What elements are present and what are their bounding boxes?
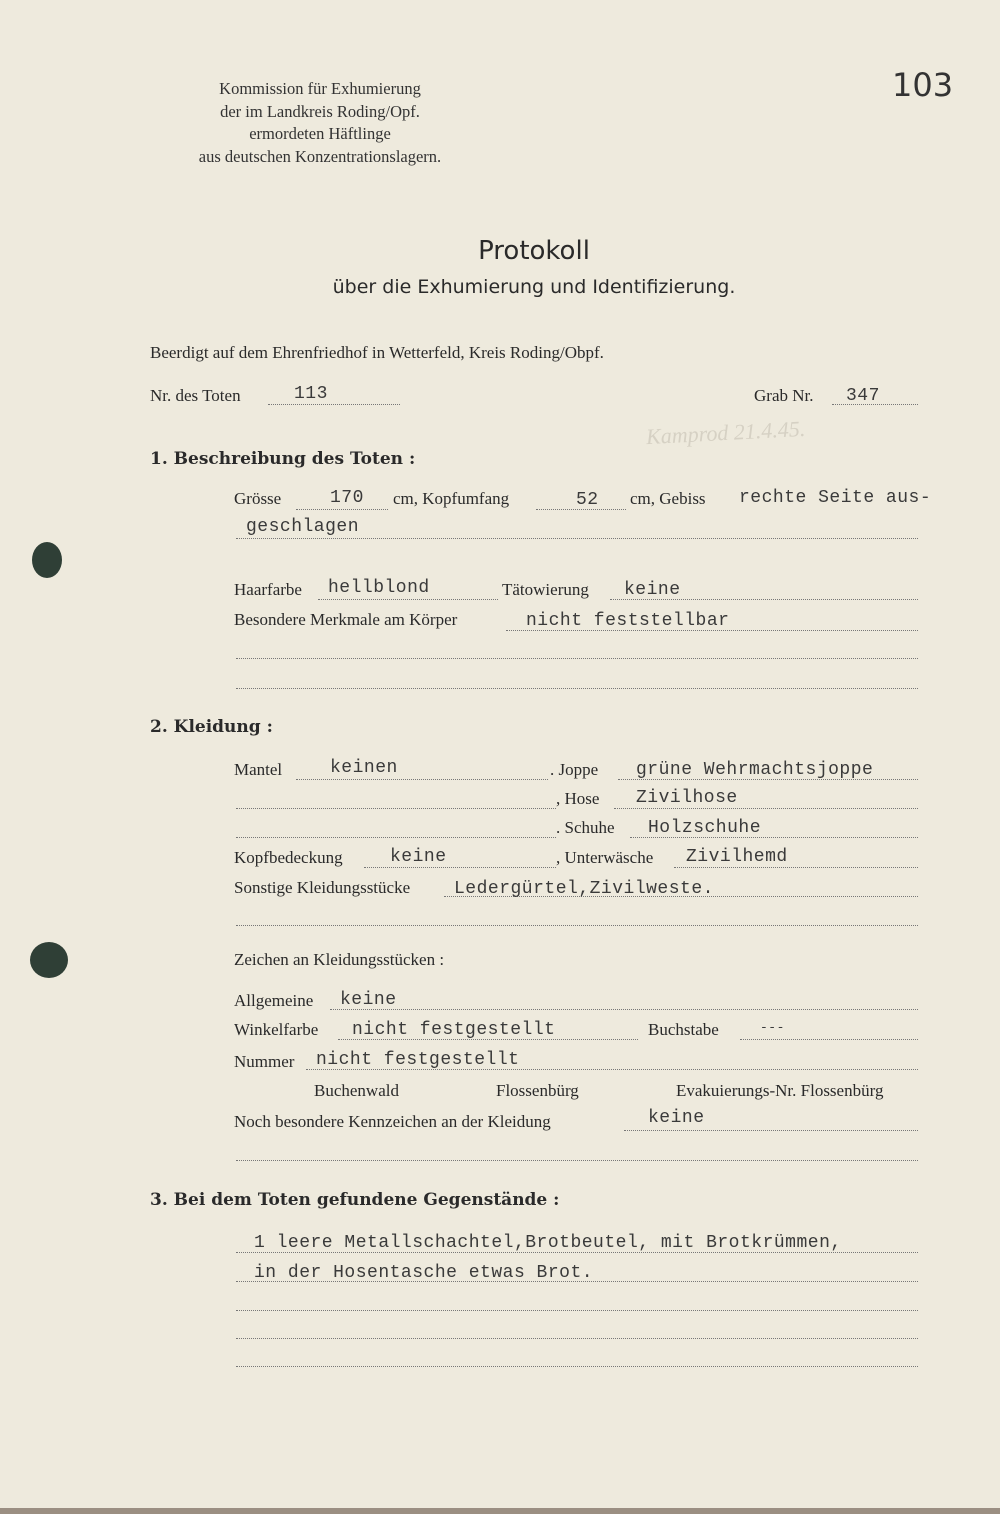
tattoo-label: Tätowierung [502, 580, 589, 599]
faint-pencil-note: Kamprod 21.4.45. [645, 415, 806, 450]
height-value: 170 [330, 488, 364, 508]
section-1-heading: 1. Beschreibung des Toten : [150, 449, 416, 469]
coat-label: Mantel [234, 760, 283, 779]
burial-place: Beerdigt auf dem Ehrenfriedhof in Wetterfeld, Kreis Roding/Obpf. [150, 343, 604, 362]
marks-value: nicht feststellbar [526, 611, 730, 631]
headwear-label: Kopfbedeckung [234, 848, 343, 867]
document-subtitle: über die Exhumierung und Identifizierung. [332, 276, 736, 298]
other-clothing-label: Sonstige Kleidungsstücke [234, 878, 411, 897]
special-marks-line [624, 1130, 918, 1131]
teeth-label: cm, Gebiss [630, 489, 706, 508]
items-value-1: 1 leere Metallschachtel,Brotbeutel, mit Brotkrümmen, [254, 1233, 842, 1253]
number-value: nicht festgestellt [316, 1050, 520, 1070]
special-marks-label: Noch besondere Kennzeichen an der Kleidung [234, 1112, 551, 1131]
hair-value: hellblond [328, 578, 430, 598]
shoes-blank-line [236, 837, 556, 838]
underwear-line [674, 867, 918, 868]
punch-hole-top [32, 542, 62, 578]
grave-label: Grab Nr. [754, 386, 814, 405]
items-line-4 [236, 1338, 918, 1339]
letter-value: --- [760, 1020, 785, 1035]
height-line [296, 509, 388, 510]
height-label: Grösse [234, 489, 282, 508]
head-value: 52 [576, 490, 599, 510]
dead-number-label: Nr. des Toten [150, 386, 241, 405]
winkel-label: Winkelfarbe [234, 1020, 319, 1039]
org-header [150, 78, 490, 168]
jacket-label: . Joppe [550, 760, 599, 779]
teeth-line [236, 538, 918, 539]
section-3-heading: 3. Bei dem Toten gefundene Gegenstände : [150, 1190, 560, 1210]
blank-line-1 [236, 658, 918, 659]
org-line-3: ermordeten Häftlinge [249, 124, 391, 143]
winkel-value: nicht festgestellt [352, 1020, 556, 1040]
teeth-value-1: rechte Seite aus- [739, 488, 932, 508]
other-clothing-value: Ledergürtel,Zivilweste. [454, 879, 714, 899]
trousers-value: Zivilhose [636, 788, 738, 808]
dead-number-value: 113 [294, 384, 328, 404]
general-label: Allgemeine [234, 991, 314, 1010]
trousers-blank-line [236, 808, 556, 809]
hair-label: Haarfarbe [234, 580, 302, 599]
blank-line-3 [236, 925, 918, 926]
org-line-1: Kommission für Exhumierung [219, 79, 421, 98]
shoes-label: . Schuhe [556, 818, 615, 837]
tattoo-value: keine [624, 580, 681, 600]
org-line-2: der im Landkreis Roding/Opf. [220, 101, 420, 121]
headwear-value: keine [390, 847, 447, 867]
org-line-4: aus deutschen Konzentrationslagern. [198, 146, 442, 166]
headwear-line [364, 867, 556, 868]
letter-line [740, 1039, 918, 1040]
clothing-marks-heading: Zeichen an Kleidungsstücken : [234, 950, 445, 969]
coat-value: keinen [330, 758, 398, 778]
document-title: Protokoll [478, 236, 590, 266]
trousers-label: , Hose [556, 789, 600, 808]
camp-flossenbuerg: Flossenbürg [496, 1081, 579, 1100]
dead-number-line [268, 404, 400, 405]
shoes-value: Holzschuhe [648, 818, 762, 838]
coat-line [296, 779, 548, 780]
general-line [330, 1009, 918, 1010]
marks-label: Besondere Merkmale am Körper [234, 610, 458, 629]
page-bottom-edge [0, 1508, 1000, 1514]
number-label: Nummer [234, 1052, 295, 1071]
trousers-line [614, 808, 918, 809]
blank-line-2 [236, 688, 918, 689]
teeth-value-2: geschlagen [246, 517, 360, 537]
jacket-value: grüne Wehrmachtsjoppe [636, 760, 874, 780]
special-marks-value: keine [648, 1108, 705, 1128]
items-line-3 [236, 1310, 918, 1311]
grave-number-value: 347 [846, 386, 880, 406]
items-line-5 [236, 1366, 918, 1367]
general-value: keine [340, 990, 397, 1010]
punch-hole-bottom [30, 942, 68, 978]
underwear-value: Zivilhemd [686, 847, 788, 867]
evacuation-label: Evakuierungs-Nr. Flossenbürg [676, 1081, 884, 1100]
items-value-2: in der Hosentasche etwas Brot. [254, 1263, 594, 1283]
page-number: 103 [892, 66, 954, 104]
blank-line-4 [236, 1160, 918, 1161]
section-2-heading: 2. Kleidung : [150, 717, 273, 737]
hair-line [318, 599, 498, 600]
head-label: cm, Kopfumfang [393, 489, 510, 508]
camp-buchenwald: Buchenwald [314, 1081, 399, 1100]
underwear-label: , Unterwäsche [556, 848, 654, 867]
letter-label: Buchstabe [648, 1020, 719, 1039]
